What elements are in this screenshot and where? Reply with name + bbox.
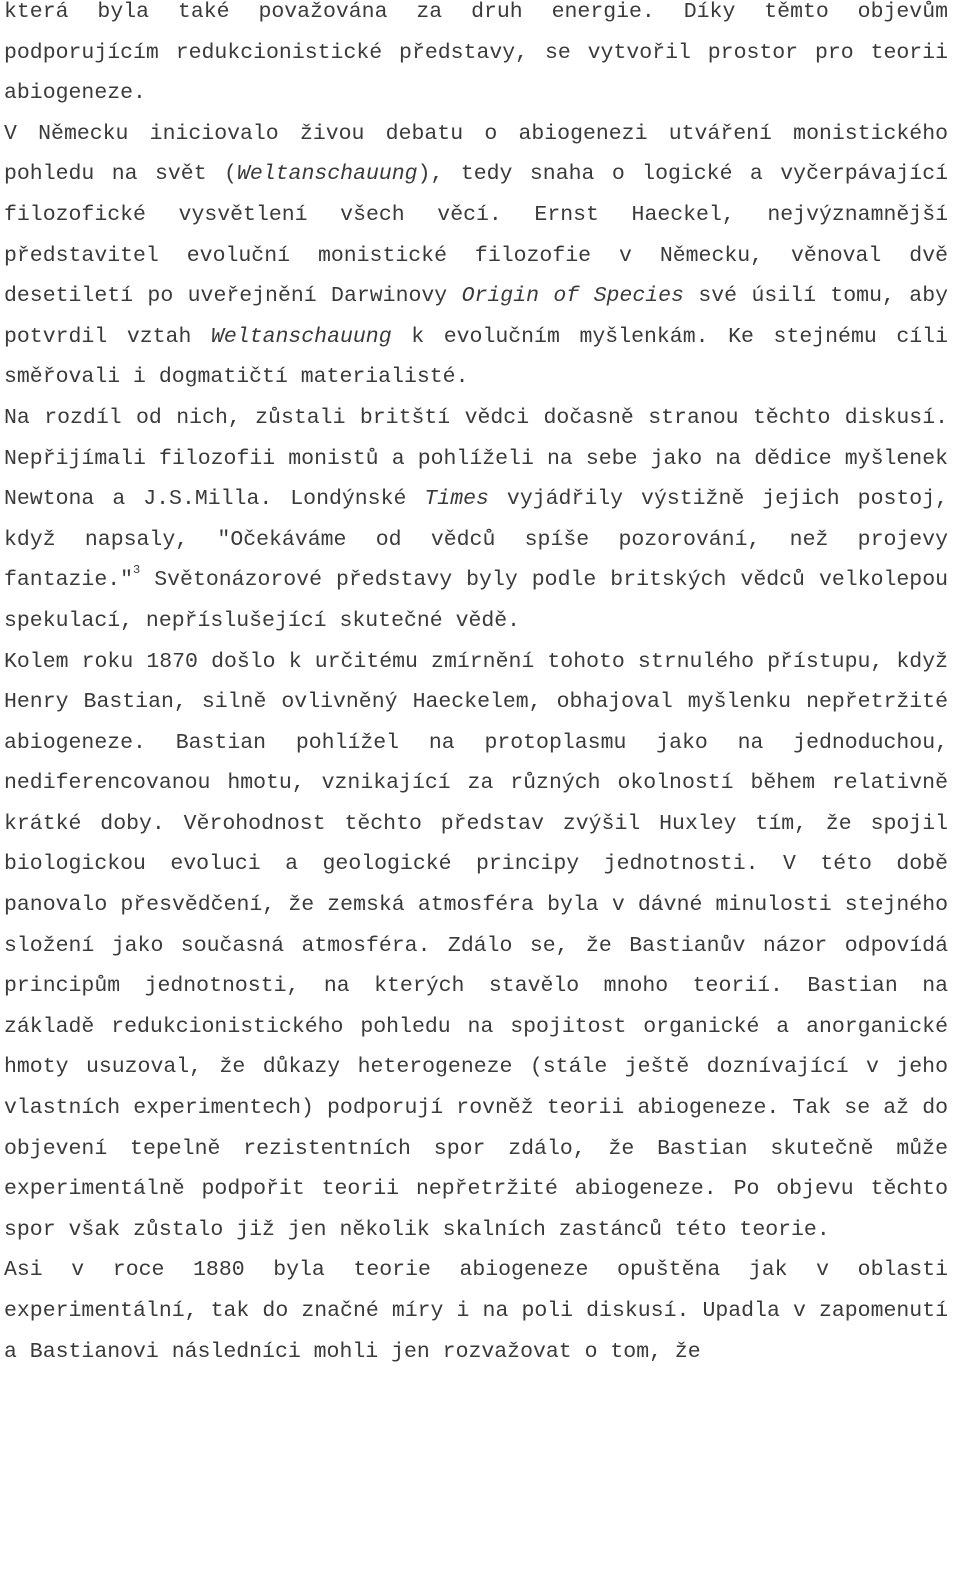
paragraph-text: ), tedy snaha o logické a vyčerpávající filozofické vysvětlení všech věcí. Ernst Haeckel, nejvýznamnější představitel evoluční monistické filozofie v Německu, věnoval dvě desetiletí po uveřejnění Darwinovy xyxy=(4,162,948,309)
body-paragraph xyxy=(4,642,948,1251)
paragraph-text: Světonázorové představy byly podle britských vědců velkolepou spekulací, nepříslušející skutečné vědě. xyxy=(4,568,948,633)
paragraph-text: vyjádřily výstižně jejich postoj, když napsaly, "Očekáváme od vědců spíše pozorování, než projevy fantazie." xyxy=(4,487,948,593)
italic-term: Weltanschauung xyxy=(236,162,418,187)
italic-term: Origin of Species xyxy=(461,284,684,309)
paragraph-text: V Německu iniciovalo živou debatu o abiogenezi utváření monistického pohledu na svět ( xyxy=(4,121,948,187)
paragraph-text: své úsilí tomu, aby potvrdil vztah xyxy=(4,284,948,349)
italic-term: Weltanschauung xyxy=(210,324,392,349)
italic-term: Times xyxy=(424,487,489,512)
footnote-reference: 3 xyxy=(133,563,141,578)
paragraph-text: která byla také považována za druh energie. Díky těmto objevům podporujícím redukcionistické představy, se vytvořil prostor pro teorii abiogeneze. xyxy=(4,0,948,106)
body-paragraph xyxy=(4,114,948,398)
body-paragraph xyxy=(4,0,948,114)
body-paragraph xyxy=(4,398,948,642)
paragraph-text: k evolučním myšlenkám. Ke stejnému cíli směřovali i dogmatičtí materialisté. xyxy=(4,324,948,390)
document-page xyxy=(4,0,948,1372)
paragraph-text: Asi v roce 1880 byla teorie abiogeneze opuštěna jak v oblasti experimentální, tak do značné míry i na poli diskusí. Upadla v zapomenutí a Bastianovi následníci mohli jen rozvažovat o tom, že xyxy=(4,1258,948,1364)
paragraph-text: Kolem roku 1870 došlo k určitému zmírnění tohoto strnulého přístupu, když Henry Bastian, silně ovlivněný Haeckelem, obhajoval myšlenku nepřetržité abiogeneze. Bastian pohlížel na protoplasmu jako na jednoduchou, nediferencovanou hmotu, vznikající za různých okolností během relativně krátké doby. Věrohodnost těchto představ zvýšil Huxley tím, že spojil biologickou evoluci a geologické principy jednotnosti. V této době panovalo přesvědčení, že zemská atmosféra byla v dávné minulosti stejného složení jako současná atmosféra. Zdálo se, že Bastianův názor odpovídá principům jednotnosti, na kterých stavělo mnoho teorií. Bastian na základě redukcionistického pohledu na spojitost organické a anorganické hmoty usuzoval, že důkazy heterogeneze (stále ještě doznívající v jeho vlastních experimentech) podporují rovněž teorii abiogeneze. Tak se až do objevení tepelně rezistentních spor zdálo, že Bastian skutečně může experimentálně podpořit teorii nepřetržité abiogeneze. Po objevu těchto spor však zůstalo již jen několik skalních zastánců této teorie. xyxy=(4,649,948,1242)
paragraph-text: Na rozdíl od nich, zůstali britští vědci dočasně stranou těchto diskusí. Nepřijímali filozofii monistů a pohlíželi na sebe jako na dědice myšlenek Newtona a J.S.Milla. Londýnské xyxy=(4,405,948,512)
body-paragraph xyxy=(4,1250,948,1372)
